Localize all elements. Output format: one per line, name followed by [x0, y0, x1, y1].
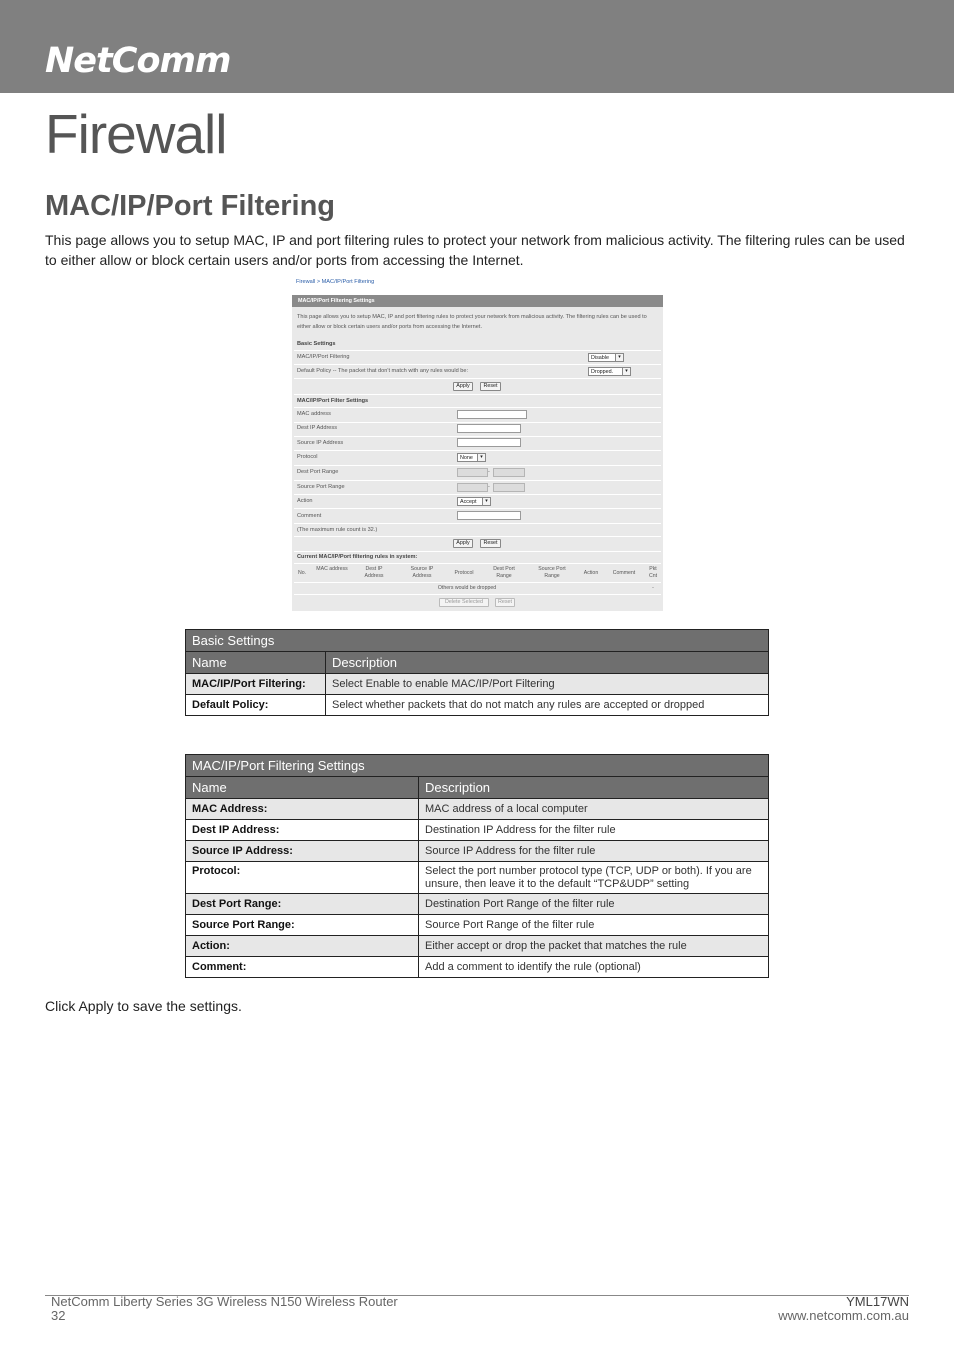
- footer-right: [778, 1295, 909, 1323]
- filtering-select-value: Disable: [591, 355, 609, 361]
- basic-settings-heading: Basic Settings: [297, 341, 336, 347]
- divider: [294, 364, 661, 365]
- row-name: Dest IP Address:: [186, 820, 419, 841]
- row-name: MAC Address:: [186, 799, 419, 820]
- rules-col-header: Source Port Range: [538, 566, 566, 579]
- row-description: MAC address of a local computer: [419, 799, 769, 820]
- protocol-select-value: None: [460, 455, 473, 461]
- divider: [294, 407, 661, 408]
- row-description: Either accept or drop the packet that matches the rule: [419, 936, 769, 957]
- table-caption: Basic Settings: [186, 630, 769, 652]
- range-dash: -: [488, 469, 490, 475]
- column-header-description: Description: [419, 777, 769, 799]
- divider: [294, 494, 661, 495]
- rules-col-header: Source IP Address: [410, 566, 434, 579]
- mac-address-label: MAC address: [297, 411, 331, 417]
- row-name: Action:: [186, 936, 419, 957]
- row-description: Select Enable to enable MAC/IP/Port Filtering: [326, 674, 769, 695]
- footer-website[interactable]: www.netcomm.com.au: [778, 1308, 909, 1323]
- dest-port-label: Dest Port Range: [297, 469, 339, 475]
- row-description: Source IP Address for the filter rule: [419, 841, 769, 862]
- table-row: [186, 915, 769, 936]
- table-row: [186, 862, 769, 894]
- reset-button[interactable]: Reset: [480, 539, 501, 548]
- divider: [294, 450, 661, 451]
- footer-product: NetComm Liberty Series 3G Wireless N150 Wireless Router: [51, 1294, 398, 1309]
- dest-port-end-input[interactable]: [493, 468, 525, 477]
- row-name: MAC/IP/Port Filtering:: [186, 674, 326, 695]
- outro-paragraph: Click Apply to save the settings.: [45, 998, 242, 1014]
- range-dash: -: [488, 484, 490, 490]
- comment-label: Comment: [297, 513, 322, 519]
- divider: [294, 436, 661, 437]
- table-row: [186, 957, 769, 978]
- divider: [294, 536, 661, 537]
- footer-page-number: 32: [51, 1308, 66, 1323]
- row-name: Source Port Range:: [186, 915, 419, 936]
- table-row: [186, 820, 769, 841]
- rules-col-header: Dest Port Range: [493, 566, 515, 579]
- footer-left: [51, 1295, 398, 1323]
- filter-settings-table: [185, 754, 769, 978]
- rules-col-header: Pkt Cnt: [648, 566, 658, 579]
- default-policy-select-value: Dropped.: [591, 369, 614, 375]
- rules-col-header: MAC address: [316, 566, 348, 572]
- row-description: Select whether packets that do not match any rules are accepted or dropped: [326, 695, 769, 716]
- intro-paragraph: This page allows you to setup MAC, IP and port filtering rules to protect your network from malicious activity. The filtering rules can be used to either allow or block certain users and/or ports from accessing the Internet.: [45, 232, 905, 268]
- row-name: Default Policy:: [186, 695, 326, 716]
- divider: [294, 394, 661, 395]
- rules-col-header: No.: [297, 570, 307, 576]
- default-policy-select[interactable]: [588, 367, 631, 376]
- rules-col-header: Comment: [612, 570, 636, 576]
- table-row: [186, 799, 769, 820]
- comment-input[interactable]: [457, 511, 521, 520]
- row-description: Source Port Range of the filter rule: [419, 915, 769, 936]
- divider: [294, 465, 661, 466]
- chevron-down-icon: ▾: [622, 368, 630, 375]
- divider: [294, 480, 661, 481]
- apply-button[interactable]: Apply: [453, 539, 473, 548]
- filtering-panel: [292, 295, 663, 611]
- breadcrumb[interactable]: Firewall > MAC/IP/Port Filtering: [296, 279, 375, 285]
- table-row: [186, 841, 769, 862]
- column-header-description: Description: [326, 652, 769, 674]
- rules-col-header: Action: [583, 570, 599, 576]
- source-port-label: Source Port Range: [297, 484, 345, 490]
- default-policy-label: Default Policy -- The packet that don't match with any rules would be:: [297, 368, 469, 374]
- panel-title: MAC/IP/Port Filtering Settings: [292, 295, 663, 307]
- footer-model: YML17WN: [846, 1294, 909, 1309]
- max-rule-note: (The maximum rule count is 32.): [297, 527, 378, 533]
- row-name: Comment:: [186, 957, 419, 978]
- reset-rules-button[interactable]: Reset: [495, 598, 515, 607]
- source-ip-label: Source IP Address: [297, 440, 344, 446]
- others-dropped-text: Others would be dropped: [437, 585, 497, 591]
- protocol-label: Protocol: [297, 454, 318, 460]
- basic-settings-table: [185, 629, 769, 716]
- mac-address-input[interactable]: [457, 410, 527, 419]
- netcomm-logo: NetComm: [45, 41, 231, 81]
- table-caption: MAC/IP/Port Filtering Settings: [186, 755, 769, 777]
- chevron-down-icon: ▾: [482, 498, 490, 505]
- panel-description: This page allows you to setup MAC, IP and port filtering rules to protect your network from malicious activity. The filtering rules can be used to either allow or block certain users and/or ports from accessing the Internet.: [297, 314, 647, 330]
- row-description: Select the port number protocol type (TCP, UDP or both). If you are unsure, then leave it to the default “TCP&UDP” setting: [419, 862, 769, 894]
- protocol-select[interactable]: [457, 453, 486, 462]
- dest-ip-input[interactable]: [457, 424, 521, 433]
- table-row: [186, 695, 769, 716]
- divider: [294, 594, 661, 595]
- section-title: MAC/IP/Port Filtering: [45, 190, 335, 222]
- divider: [294, 551, 661, 552]
- divider: [294, 422, 661, 423]
- dest-port-start-input[interactable]: [457, 468, 488, 477]
- divider: [294, 508, 661, 509]
- chevron-down-icon: ▾: [477, 454, 485, 461]
- divider: [294, 523, 661, 524]
- divider: [294, 563, 661, 564]
- others-pkt-count: -: [652, 585, 654, 591]
- source-ip-input[interactable]: [457, 438, 521, 447]
- table-row: [186, 936, 769, 957]
- rules-table-heading: Current MAC/IP/Port filtering rules in system:: [297, 554, 418, 560]
- row-description: Destination IP Address for the filter rule: [419, 820, 769, 841]
- row-description: Add a comment to identify the rule (optional): [419, 957, 769, 978]
- table-row: [186, 674, 769, 695]
- filtering-select[interactable]: [588, 353, 624, 362]
- source-port-start-input[interactable]: [457, 483, 488, 492]
- filter-settings-heading: MAC/IP/Port Filter Settings: [297, 398, 369, 404]
- row-name: Dest Port Range:: [186, 894, 419, 915]
- row-name: Protocol:: [186, 862, 419, 894]
- reset-button[interactable]: Reset: [480, 382, 501, 391]
- header-bar: [0, 0, 954, 93]
- delete-selected-button[interactable]: Delete Selected: [439, 598, 489, 607]
- divider: [294, 582, 661, 583]
- table-row: [186, 894, 769, 915]
- action-select-value: Accept: [460, 499, 477, 505]
- page-title: Firewall: [45, 103, 227, 165]
- chevron-down-icon: ▾: [615, 354, 623, 361]
- rules-col-header: Dest IP Address: [364, 566, 384, 579]
- row-description: Destination Port Range of the filter rule: [419, 894, 769, 915]
- column-header-name: Name: [186, 652, 326, 674]
- column-header-name: Name: [186, 777, 419, 799]
- dest-ip-label: Dest IP Address: [297, 425, 338, 431]
- rules-col-header: Protocol: [454, 570, 474, 576]
- apply-button[interactable]: Apply: [453, 382, 473, 391]
- router-screenshot: [292, 277, 663, 611]
- action-select[interactable]: [457, 497, 491, 506]
- source-port-end-input[interactable]: [493, 483, 525, 492]
- filtering-label: MAC/IP/Port Filtering: [297, 354, 350, 360]
- divider: [294, 350, 661, 351]
- row-name: Source IP Address:: [186, 841, 419, 862]
- divider: [294, 378, 661, 379]
- action-label: Action: [297, 498, 313, 504]
